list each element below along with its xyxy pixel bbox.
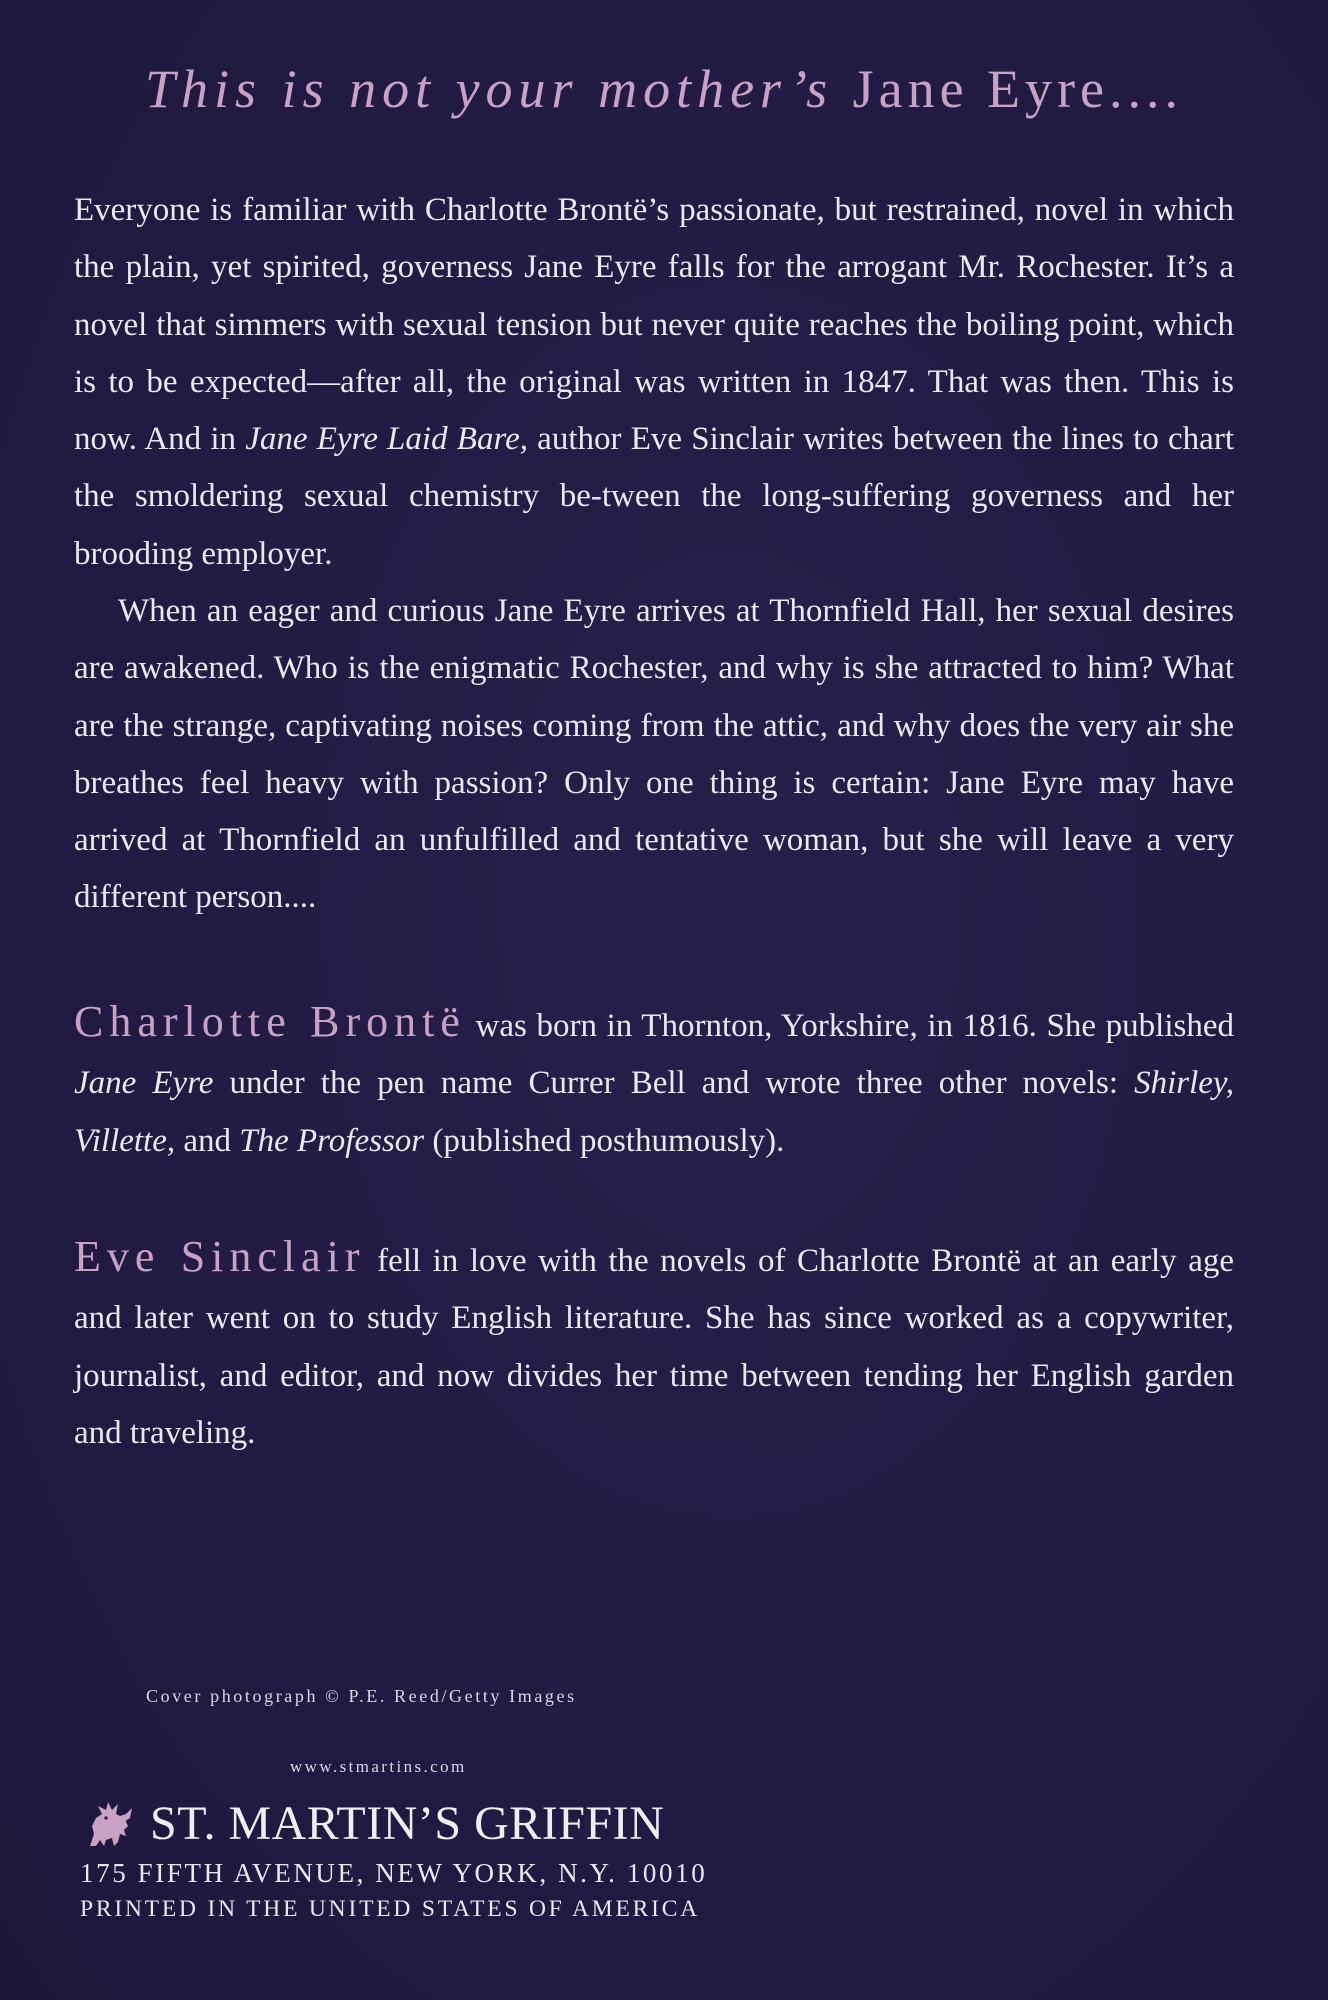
bio-text: under the pen name Currer Bell and wrote three other novels: bbox=[213, 1065, 1135, 1102]
bronte-bio bbox=[74, 993, 1234, 1170]
bio-text: was born in Thornton, Yorkshire, in 1816. She published bbox=[465, 1008, 1234, 1044]
printed-in: PRINTED IN THE UNITED STATES OF AMERICA bbox=[80, 1896, 700, 1922]
book-title: The Professor bbox=[239, 1122, 425, 1159]
description-text: Everyone is familiar with Charlotte Brontë’s passionate, but restrained, novel in which the plain, yet spirited, governess Jane Eyre falls for the arrogant Mr. Rochester. It’s a novel that simmers with sexual tension but never quite reaches the boiling point, which is to be expected—after all, the original was written in 1847. That was then. This is now. And in bbox=[74, 192, 1234, 458]
photo-credit: Cover photograph © P.E. Reed/Getty Images bbox=[146, 1686, 577, 1706]
publisher-address: 175 FIFTH AVENUE, NEW YORK, N.Y. 10010 bbox=[80, 1858, 708, 1888]
description-paragraph-2: When an eager and curious Jane Eyre arrives at Thornfield Hall, her sexual desires are awakened. Who is the enigmatic Rochester, and why is she attracted to him? What are the strange, captivating noises coming from the attic, and why does the very air she breathes feel heavy with passion? Only one thing is certain: Jane Eyre may have arrived at Thornfield an unfulfilled and tentative woman, but she will leave a very different person.... bbox=[74, 593, 1234, 916]
tagline-title: Jane Eyre.... bbox=[852, 59, 1183, 119]
bio-text: (published posthumously). bbox=[424, 1122, 785, 1159]
publisher-logo bbox=[82, 1795, 664, 1851]
bio-text: and bbox=[175, 1122, 240, 1159]
tagline bbox=[0, 58, 1328, 120]
bronte-name: Charlotte Brontë bbox=[74, 997, 466, 1046]
sinclair-name: Eve Sinclair bbox=[74, 1232, 366, 1281]
bio-text: fell in love with the novels of Charlotte Brontë at an early age and later went on to study English literature. She has since worked as a copywriter, journalist, and editor, and now divides her time between tending her English garden and traveling. bbox=[74, 1243, 1234, 1451]
description-text: author Eve Sinclair writes between the lines to chart the smoldering sexual chemistry be-tween the long-suffering governess and her brooding employer. bbox=[74, 421, 1234, 572]
griffin-icon bbox=[82, 1796, 136, 1850]
book-title: Jane Eyre Laid Bare, bbox=[245, 421, 528, 458]
description-paragraph-1 bbox=[74, 182, 1234, 583]
publisher-website: www.stmartins.com bbox=[290, 1757, 467, 1776]
publisher-name: ST. MARTIN’S GRIFFIN bbox=[150, 1796, 665, 1850]
book-title: Shirley, Villette, bbox=[74, 1065, 1235, 1159]
sinclair-bio bbox=[74, 1228, 1234, 1462]
tagline-italic: This is not your mother’s bbox=[145, 59, 834, 119]
book-title: Jane Eyre bbox=[74, 1065, 214, 1102]
